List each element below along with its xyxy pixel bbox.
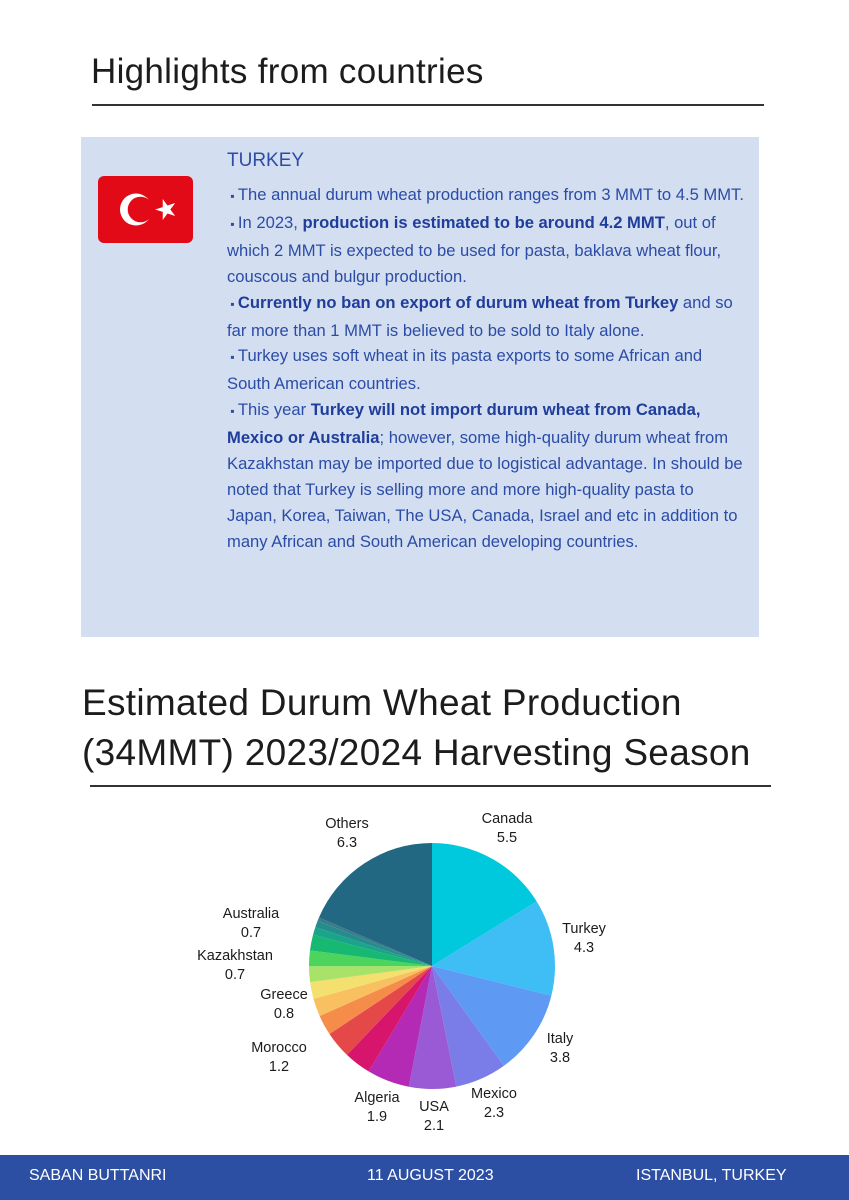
- highlight-bullet: [227, 182, 747, 210]
- bullet-marker: ▪: [227, 404, 238, 419]
- footer-location: ISTANBUL, TURKEY: [636, 1167, 787, 1184]
- pie-value-kazakhstan: 0.7: [224, 967, 246, 983]
- pie-value-canada: 5.5: [496, 830, 518, 846]
- highlight-bullet: [227, 343, 747, 397]
- highlight-bullet: [227, 290, 747, 344]
- pie-value-australia: 0.7: [240, 925, 262, 941]
- highlight-bullet: [227, 210, 747, 290]
- pie-value-algeria: 1.9: [366, 1109, 388, 1125]
- bullet-bold-text: Turkey will not import durum wheat from Canada, Mexico or Australia: [227, 400, 701, 448]
- title-divider: [92, 104, 764, 106]
- chart-title: [82, 678, 751, 778]
- pie-label-greece: Greece: [260, 987, 308, 1003]
- bullet-marker: ▪: [227, 350, 238, 365]
- chart-title-divider: [90, 785, 771, 787]
- pie-chart: [0, 800, 849, 1150]
- footer-bar: [0, 1155, 849, 1200]
- pie-value-mexico: 2.3: [483, 1105, 505, 1121]
- pie-label-kazakhstan: Kazakhstan: [197, 948, 273, 964]
- pie-label-canada: Canada: [481, 811, 533, 827]
- bullet-bold-text: production is estimated to be around 4.2 MMT: [302, 212, 665, 232]
- bullet-text: In 2023,: [237, 212, 303, 232]
- pie-value-italy: 3.8: [549, 1050, 571, 1066]
- pie-label-algeria: Algeria: [354, 1090, 400, 1106]
- bullet-marker: ▪: [227, 296, 238, 311]
- pie-value-greece: 0.8: [273, 1006, 295, 1022]
- footer-date: 11 AUGUST 2023: [367, 1167, 494, 1184]
- pie-value-morocco: 1.2: [268, 1059, 290, 1075]
- highlight-bullets: [227, 182, 747, 555]
- bullet-marker: ▪: [227, 189, 238, 203]
- pie-label-morocco: Morocco: [251, 1040, 307, 1056]
- section-title: Highlights from countries: [91, 52, 484, 91]
- pie-label-australia: Australia: [222, 906, 280, 922]
- bullet-text: , out of which 2 MMT is expected to be used for pasta, baklava wheat flour, couscous and bulgur production.: [227, 212, 722, 286]
- bullet-bold-text: Currently no ban on export of durum wheat from Turkey: [237, 292, 679, 312]
- footer-author: SABAN BUTTANRI: [29, 1167, 167, 1184]
- pie-value-others: 6.3: [336, 835, 358, 851]
- pie-label-usa: USA: [419, 1099, 449, 1115]
- bullet-text: This year: [237, 400, 311, 420]
- bullet-marker: ▪: [227, 216, 238, 231]
- pie-label-turkey: Turkey: [562, 921, 606, 937]
- chart-title-line-1: Estimated Durum Wheat Production: [82, 682, 682, 723]
- pie-value-turkey: 4.3: [573, 940, 595, 956]
- flag-crescent-inner: [128, 197, 154, 223]
- highlight-bullet: [227, 397, 747, 554]
- country-heading: TURKEY: [227, 150, 305, 171]
- bullet-text: ; however, some high-quality durum wheat from Kazakhstan may be imported due to logistical advantage. In should be noted that Turkey is selling more and more high-quality pasta to Japan, Korea, Taiwan, The USA, Canada, Israel and etc in addition to many African and South American developing countries.: [227, 428, 743, 551]
- turkey-flag-icon: [98, 176, 193, 243]
- pie-label-italy: Italy: [546, 1031, 574, 1047]
- pie-value-usa: 2.1: [423, 1118, 445, 1134]
- chart-title-line-2: (34MMT) 2023/2024 Harvesting Season: [82, 732, 751, 773]
- pie-label-others: Others: [325, 816, 369, 832]
- bullet-text: The annual durum wheat production ranges from 3 MMT to 4.5 MMT.: [237, 185, 744, 204]
- pie-label-mexico: Mexico: [471, 1086, 517, 1102]
- bullet-text: and so far more than 1 MMT is believed to be sold to Italy alone.: [227, 292, 733, 340]
- bullet-text: Turkey uses soft wheat in its pasta exports to some African and South American countries.: [227, 346, 703, 394]
